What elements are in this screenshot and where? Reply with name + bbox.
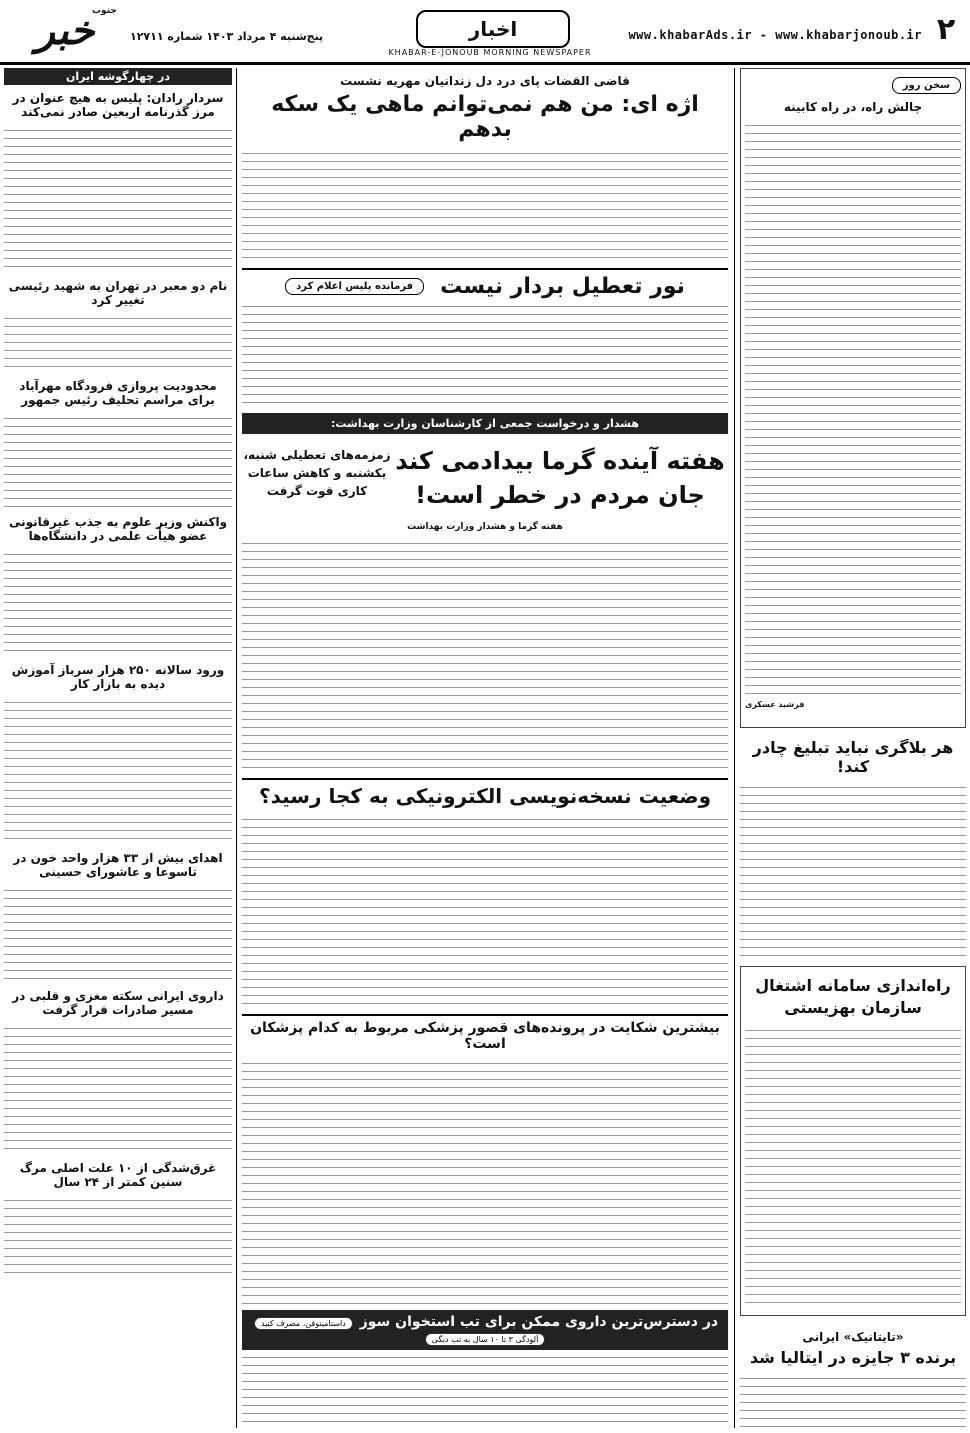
article-title: وضعیت نسخه‌نویسی الکترونیکی به کجا رسید؟ bbox=[242, 778, 728, 808]
article-tag: فرمانده پلیس اعلام کرد bbox=[285, 278, 424, 295]
column-divider bbox=[734, 68, 735, 1428]
editorial-box bbox=[740, 68, 966, 728]
page-number: ۲ bbox=[936, 12, 956, 47]
column-divider bbox=[236, 68, 237, 1428]
logo-subtitle: جنوب bbox=[92, 6, 117, 16]
article-title: برنده ۳ جایزه در ایتالیا شد bbox=[749, 1348, 957, 1367]
drug-pill: آلودگی ۳ تا ۱۰ سال به تب دنگی bbox=[425, 1333, 546, 1346]
article-title: هر بلاگری نباید تبلیغ چادر کند! bbox=[752, 738, 954, 776]
welfare-box bbox=[740, 966, 966, 1316]
left-column bbox=[4, 68, 232, 1428]
article-body bbox=[745, 1023, 961, 1303]
news-body bbox=[4, 695, 232, 845]
news-body bbox=[4, 123, 232, 273]
news-title: غرق‌شدگی از ۱۰ علت اصلی مرگ سنین کمتر از ۲۴ سال bbox=[19, 1161, 217, 1189]
article-body bbox=[740, 780, 966, 958]
section-title: اخبار bbox=[416, 10, 570, 48]
article-body bbox=[242, 536, 728, 774]
article-body bbox=[242, 146, 728, 264]
newspaper-logo: خبر bbox=[35, 7, 95, 54]
drug-header bbox=[242, 1310, 728, 1350]
article-subheading: هفته گرما و هشدار وزارت بهداشت bbox=[407, 522, 563, 532]
article-title: نور تعطیل بردار نیست bbox=[440, 274, 685, 299]
article-title: اژه ای: من هم نمی‌توانم ماهی یک سکه بدهم bbox=[271, 92, 699, 142]
article-body bbox=[242, 1056, 728, 1304]
article-body bbox=[740, 1371, 966, 1428]
article-title: راه‌اندازی سامانه اشتغال سازمان بهزیستی bbox=[755, 976, 951, 1017]
editorial-title: چالش راه، در راه کابینه bbox=[783, 100, 923, 114]
editorial-body bbox=[745, 118, 961, 698]
news-body bbox=[4, 547, 232, 657]
news-title: سردار رادان: پلیس به هیچ عنوان در مرز گذرنامه اربعین صادر نمی‌کند bbox=[12, 91, 224, 119]
website-urls: www.khabarAds.ir - www.khabarjonoub.ir bbox=[628, 28, 922, 42]
article-title: هفته آینده گرما بیدادمی کند جان مردم در خطر است! bbox=[395, 447, 725, 509]
editorial-tag: سخن روز bbox=[892, 77, 961, 94]
news-body bbox=[4, 883, 232, 983]
news-title: داروی ایرانی سکته مغزی و قلبی در مسیر صادرات قرار گرفت bbox=[12, 989, 224, 1017]
news-title: اهدای بیش از ۳۳ هزار واحد خون در تاسوعا و عاشورای حسینی bbox=[13, 851, 223, 879]
editorial-author: فرشید عسکری bbox=[745, 700, 805, 709]
news-body bbox=[4, 1021, 232, 1155]
heat-header bbox=[242, 440, 728, 516]
article-title: در دسترس‌ترین داروی ممکن برای تب استخوان سوز bbox=[359, 1314, 719, 1330]
corner-tag: در چهارگوشه ایران bbox=[4, 68, 232, 85]
news-title: ورود سالانه ۲۵۰ هزار سرباز آموزش دیده به بازار کار bbox=[11, 663, 225, 691]
article-body bbox=[242, 812, 728, 1010]
news-body bbox=[4, 1193, 232, 1273]
article-body bbox=[242, 1350, 728, 1428]
news-body bbox=[4, 311, 232, 373]
masthead bbox=[0, 0, 970, 65]
news-title: نام دو معبر در تهران به شهید رئیسی تغییر کرد bbox=[8, 279, 228, 307]
center-column bbox=[242, 68, 728, 1428]
dateline: پنج‌شنبه ۴ مرداد ۱۴۰۳ شماره ۱۲۷۱۱ bbox=[130, 30, 324, 43]
right-column bbox=[740, 68, 966, 1428]
news-body bbox=[4, 411, 232, 509]
news-title: محدودیت پروازی فرودگاه مهرآباد برای مراسم تحلیف رئیس جمهور bbox=[19, 379, 217, 407]
article-kicker: قاضی القضات پای درد دل زندانیان مهریه نشست bbox=[340, 74, 630, 88]
drug-pill: داستامینوفن، مصرف کنید bbox=[254, 1317, 353, 1330]
article-subtitle: زمزمه‌های تعطیلی شنبه، یکشنبه و کاهش ساعات کاری قوت گرفت bbox=[243, 448, 391, 498]
article-kicker: «تایتانیک» ایرانی bbox=[802, 1330, 904, 1344]
article-body bbox=[242, 299, 728, 407]
news-title: واکنش وزیر علوم به جذب غیرقانونی عضو هیأت علمی در دانشگاه‌ها bbox=[8, 515, 228, 543]
police-header bbox=[242, 268, 728, 299]
heat-banner: هشدار و درخواست جمعی از کارشناسان وزارت بهداشت: bbox=[242, 413, 728, 434]
english-name: KHABAR-E-JONOUB MORNING NEWSPAPER bbox=[388, 48, 592, 57]
article-title: بیشترین شکایت در پرونده‌های قصور پزشکی مربوط به کدام پزشکان است؟ bbox=[242, 1014, 728, 1052]
